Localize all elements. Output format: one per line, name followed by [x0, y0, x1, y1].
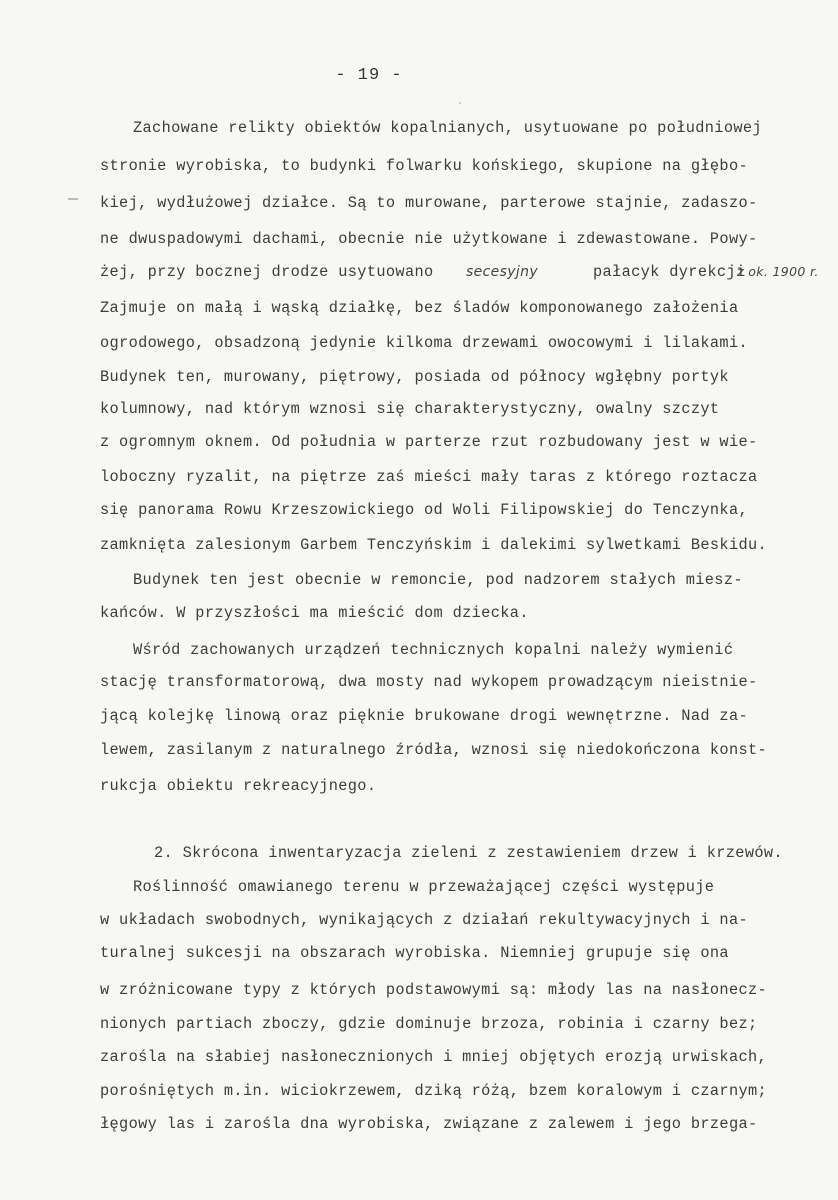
page-number: - 19 - [335, 66, 403, 85]
handwritten-secesyjny: secesyjny [466, 264, 538, 280]
text-line-3: kiej, wydłużowej działce. Są to murowane, parterowe stajnie, zadaszo- [100, 194, 758, 212]
text-line-23: w układach swobodnych, wynikających z działań rekultywacyjnych i na- [100, 911, 749, 929]
text-line-7: ogrodowego, obsadzoną jedynie kilkoma drzewami owocowymi i lilakami. [100, 334, 749, 352]
text-line-28: porośniętych m.in. wiciokrzewem, dziką różą, bzem koralowym i czarnym; [100, 1082, 768, 1100]
section-heading: 2. Skrócona inwentaryzacja zieleni z zestawieniem drzew i krzewów. [154, 844, 783, 862]
text-line-20: rukcja obiektu rekreacyjnego. [100, 777, 377, 795]
text-line-6: Zajmuje on małą i wąską działkę, bez śladów komponowanego założenia [100, 299, 739, 317]
text-line-22: Roślinność omawianego terenu w przeważającej części występuje [133, 878, 715, 896]
text-line-29: łęgowy las i zarośla dna wyrobiska, związane z zalewem i jego brzega- [100, 1115, 758, 1133]
text-line-13: zamknięta zalesionym Garbem Tenczyńskim i dalekimi sylwetkami Beskidu. [100, 536, 768, 554]
margin-mark [68, 198, 78, 200]
text-line-4: ne dwuspadowymi dachami, obecnie nie użytkowane i zdewastowane. Powy- [100, 230, 758, 248]
text-line-1: Zachowane relikty obiektów kopalnianych, usytuowane po południowej [133, 119, 762, 137]
text-line-9: kolumnowy, nad którym wznosi się charakterystyczny, owalny szczyt [100, 400, 720, 418]
text-line-17: stację transformatorową, dwa mosty nad wykopem prowadzącym nieistnie- [100, 673, 758, 691]
text-line-19: lewem, zasilanym z naturalnego źródła, wznosi się niedokończona konst- [100, 741, 768, 759]
text-line-2: stronie wyrobiska, to budynki folwarku końskiego, skupione na głębo- [100, 157, 749, 175]
text-line-18: jącą kolejkę linową oraz pięknie brukowane drogi wewnętrzne. Nad za- [100, 707, 749, 725]
text-line-8: Budynek ten, murowany, piętrowy, posiada od północy wgłębny portyk [100, 368, 729, 386]
text-line-27: zarośla na słabiej nasłonecznionych i mniej objętych erozją urwiskach, [100, 1048, 768, 1066]
text-line-16: Wśród zachowanych urządzeń technicznych kopalni należy wymienić [133, 641, 734, 659]
text-line-26: nionych partiach zboczy, gdzie dominuje brzoza, robinia i czarny bez; [100, 1015, 758, 1033]
text-line-11: loboczny ryzalit, na piętrze zaś mieści mały taras z którego roztacza [100, 468, 758, 486]
scan-speck [459, 102, 461, 104]
text-line-15: kańców. W przyszłości ma mieścić dom dziecka. [100, 604, 529, 622]
text-line-14: Budynek ten jest obecnie w remoncie, pod nadzorem stałych miesz- [133, 571, 743, 589]
text-line-5a: żej, przy bocznej drodze usytuowano [100, 263, 434, 281]
text-line-5b: pałacyk dyrekcji [593, 263, 746, 281]
text-line-24: turalnej sukcesji na obszarach wyrobiska. Niemniej grupuje się ona [100, 944, 729, 962]
text-line-10: z ogromnym oknem. Od południa w parterze rzut rozbudowany jest w wie- [100, 433, 758, 451]
text-line-25: w zróżnicowane typy z których podstawowymi są: młody las na nasłonecz- [100, 981, 768, 999]
text-line-12: się panorama Rowu Krzeszowickiego od Woli Filipowskiej do Tenczynka, [100, 501, 749, 519]
handwritten-date-note: z ok. 1900 r. [737, 264, 819, 279]
